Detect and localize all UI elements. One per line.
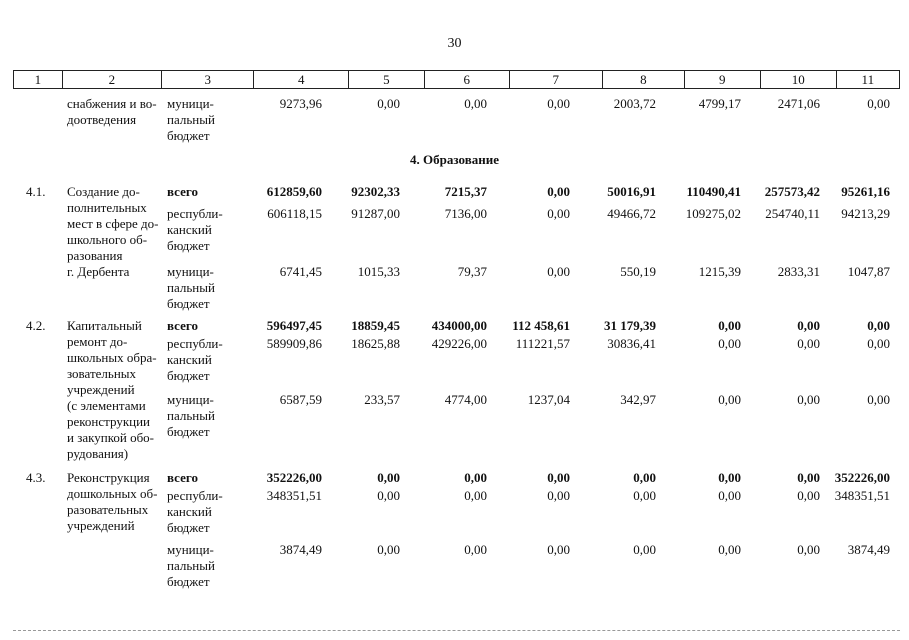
bottom-rule	[13, 630, 900, 631]
table-cell-value: 0,00	[464, 470, 487, 485]
table-cell-value: 30836,41	[607, 336, 656, 351]
table-cell-value: 352226,00	[266, 470, 322, 485]
table-cell-value: 112 458,61	[512, 318, 570, 333]
table-cell-value: 91287,00	[351, 206, 400, 221]
table-cell-value: 31 179,39	[604, 318, 656, 333]
funding-source: всего	[167, 318, 198, 333]
item-name: снабжения и во- доотведения	[67, 96, 157, 127]
table-cell-value: 49466,72	[607, 206, 656, 221]
table-cell-value: 0,00	[797, 392, 820, 407]
table-cell-value: 18625,88	[351, 336, 400, 351]
header-col-6: 6	[424, 71, 509, 88]
header-col-1: 1	[34, 72, 42, 87]
table-cell-value: 0,00	[797, 336, 820, 351]
table-cell-value: 0,00	[718, 470, 741, 485]
table-cell-value: 3874,49	[847, 542, 890, 557]
table-cell-value: 254740,11	[765, 206, 820, 221]
table-cell-value: 2003,72	[613, 96, 656, 111]
table-cell-value: 0,00	[718, 488, 741, 503]
header-col-5: 5	[348, 71, 424, 88]
funding-source: республи- канский бюджет	[167, 336, 223, 383]
funding-source: муници- пальный бюджет	[167, 96, 215, 143]
table-cell-value: 0,00	[867, 392, 890, 407]
table-cell-value: 0,00	[377, 488, 400, 503]
table-cell-value: 1047,87	[847, 264, 890, 279]
table-cell-value: 0,00	[718, 318, 741, 333]
table-cell-value: 434000,00	[431, 318, 487, 333]
table-cell-value: 94213,29	[841, 206, 890, 221]
table-cell-value: 0,00	[464, 488, 487, 503]
table-cell-value: 0,00	[547, 206, 570, 221]
table-cell-value: 18859,45	[351, 318, 400, 333]
funding-source: муници- пальный бюджет	[167, 392, 215, 439]
table-cell-value: 79,37	[457, 264, 487, 279]
table-cell-value: 2833,31	[777, 264, 820, 279]
table-cell-value: 233,57	[364, 392, 400, 407]
table-cell-value: 348351,51	[266, 488, 322, 503]
table-cell-value: 0,00	[718, 336, 741, 351]
table-cell-value: 9273,96	[279, 96, 322, 111]
header-col-11: 11	[836, 71, 899, 88]
table-cell-value: 0,00	[718, 542, 741, 557]
table-cell-value: 1015,33	[357, 264, 400, 279]
table-cell-value: 0,00	[464, 542, 487, 557]
table-cell-value: 3874,49	[279, 542, 322, 557]
table-cell-value: 612859,60	[266, 184, 322, 199]
table-cell-value: 0,00	[377, 470, 400, 485]
header-col-4: 4	[253, 71, 347, 88]
page-number: 30	[447, 36, 462, 51]
table-cell-value: 0,00	[547, 264, 570, 279]
table-cell-value: 596497,45	[266, 318, 322, 333]
table-cell-value: 429226,00	[431, 336, 487, 351]
table-cell-value: 110490,41	[686, 184, 741, 199]
table-cell-value: 0,00	[633, 542, 656, 557]
table-cell-value: 0,00	[633, 488, 656, 503]
table-cell-value: 92302,33	[351, 184, 400, 199]
table-header	[13, 70, 900, 89]
table-cell-value: 0,00	[718, 392, 741, 407]
table-cell-value: 0,00	[797, 318, 820, 333]
funding-source: всего	[167, 184, 198, 199]
table-cell-value: 0,00	[547, 488, 570, 503]
table-cell-value: 0,00	[547, 542, 570, 557]
header-col-3: 3	[161, 71, 253, 88]
table-cell-value: 6587,59	[279, 392, 322, 407]
header-col-9: 9	[684, 71, 760, 88]
funding-source: республи- канский бюджет	[167, 206, 223, 253]
table-cell-value: 0,00	[867, 96, 890, 111]
table-cell-value: 1237,04	[527, 392, 570, 407]
table-cell-value: 0,00	[867, 336, 890, 351]
row-number: 4.3.	[26, 470, 46, 485]
table-cell-value: 111221,57	[515, 336, 570, 351]
row-number: 4.2.	[26, 318, 46, 333]
item-name: Капитальный ремонт до- школьных обра- зовательных учреждений (с элементами реконструкции и закупкой обо- рудования)	[67, 318, 157, 461]
table-cell-value: 4774,00	[444, 392, 487, 407]
table-cell-value: 0,00	[547, 470, 570, 485]
table-cell-value: 95261,16	[841, 184, 890, 199]
table-cell-value: 257573,42	[764, 184, 820, 199]
table-cell-value: 6741,45	[279, 264, 322, 279]
table-cell-value: 2471,06	[777, 96, 820, 111]
table-cell-value: 50016,91	[607, 184, 656, 199]
funding-source: всего	[167, 470, 198, 485]
table-cell-value: 0,00	[377, 542, 400, 557]
header-col-8: 8	[602, 71, 684, 88]
table-cell-value: 0,00	[547, 184, 570, 199]
table-cell-value: 550,19	[620, 264, 656, 279]
item-name: Реконструкция дошкольных об- разовательных учреждений	[67, 470, 158, 533]
table-cell-value: 1215,39	[698, 264, 741, 279]
table-cell-value: 0,00	[797, 470, 820, 485]
funding-source: муници- пальный бюджет	[167, 542, 215, 589]
row-number: 4.1.	[26, 184, 46, 199]
table-cell-value: 7215,37	[444, 184, 487, 199]
item-name: Создание до- полнительных мест в сфере до- школьного об- разования г. Дербента	[67, 184, 159, 279]
funding-source: муници- пальный бюджет	[167, 264, 215, 311]
table-cell-value: 0,00	[377, 96, 400, 111]
table-cell-value: 0,00	[547, 96, 570, 111]
table-cell-value: 0,00	[797, 542, 820, 557]
table-cell-value: 352226,00	[834, 470, 890, 485]
table-cell-value: 0,00	[633, 470, 656, 485]
table-cell-value: 0,00	[797, 488, 820, 503]
header-col-10: 10	[760, 71, 836, 88]
funding-source: республи- канский бюджет	[167, 488, 223, 535]
table-cell-value: 606118,15	[267, 206, 322, 221]
table-cell-value: 7136,00	[444, 206, 487, 221]
section-title: 4. Образование	[410, 152, 499, 167]
table-cell-value: 0,00	[867, 318, 890, 333]
table-cell-value: 109275,02	[685, 206, 741, 221]
header-col-7: 7	[509, 71, 602, 88]
table-cell-value: 4799,17	[698, 96, 741, 111]
table-cell-value: 589909,86	[266, 336, 322, 351]
table-cell-value: 342,97	[620, 392, 656, 407]
table-cell-value: 0,00	[464, 96, 487, 111]
header-col-2: 2	[62, 71, 161, 88]
table-cell-value: 348351,51	[834, 488, 890, 503]
